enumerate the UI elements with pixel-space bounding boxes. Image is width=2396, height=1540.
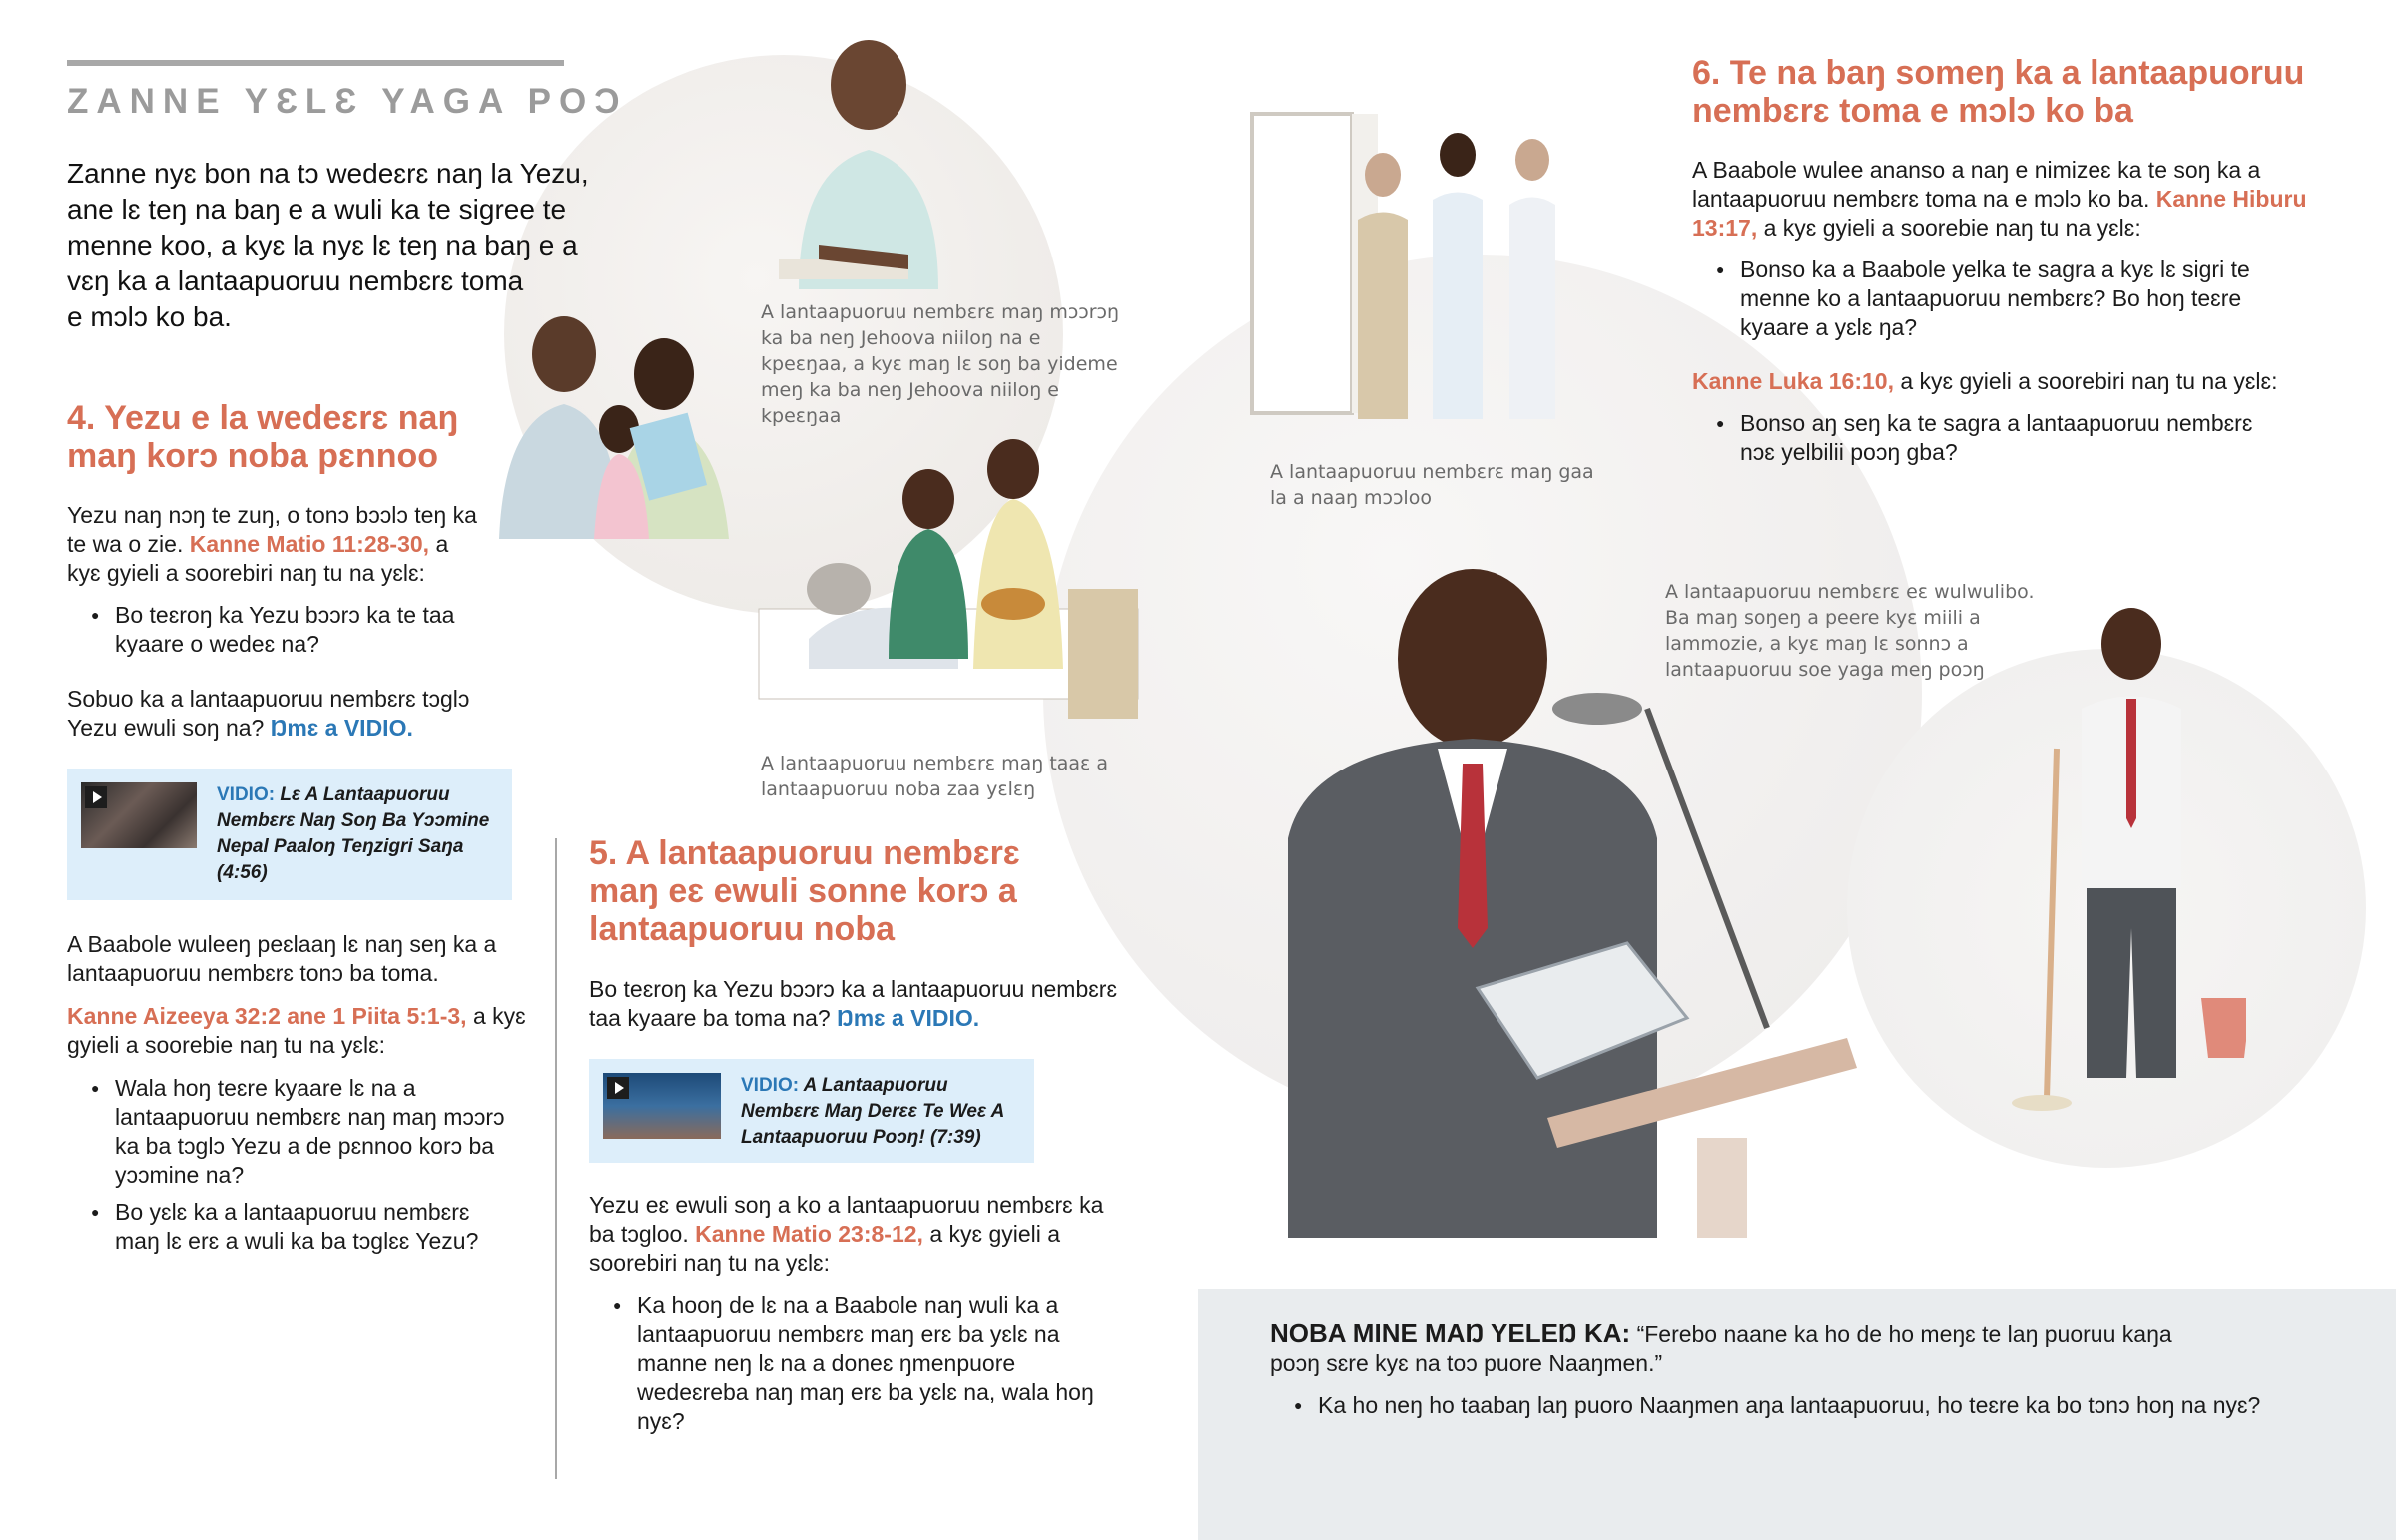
section-4-paragraph-4 [67,1002,536,1060]
video-duration: (4:56) [217,862,268,883]
video-card-2[interactable] [589,1059,1034,1163]
play-icon[interactable] [85,786,107,808]
video-card-1[interactable] [67,769,512,900]
list-item: ● Ka hooŋ de lɛ na a Baabole naŋ wuli ka a lantaapuoruu nembɛrɛ maŋ erɛ ba yɛlɛ na manne neŋ lɛ na a doneɛ ŋmenpuore wedeɛreba naŋ maŋ erɛ ba yɛlɛ na, wala hoŋ nyɛ? [589,1291,1118,1436]
footer-quote-text: “Ferebo naane ka ho de ho meŋɛ te laŋ puoruu kaŋa poɔŋ sɛre kyɛ na toɔ puore Naaŋmen.” [1270,1321,2172,1376]
video-duration: (7:39) [930,1127,981,1148]
video-label: VIDIO: [741,1075,800,1096]
scripture-reference[interactable]: Kanne Matio 23:8-12, [695,1221,923,1247]
paragraph-text: a kyɛ gyieli a soorebiri naŋ tu na yɛlɛ: [67,531,449,586]
section-4-heading [67,399,526,475]
section-4-paragraph-1 [67,501,486,588]
intro-line: ane lɛ teŋ na baŋ e a wuli ka te sigree te [67,194,567,225]
caption-1: A lantaapuoruu nembɛrɛ maŋ mɔɔrɔŋ ka ba neŋ Jehoova niiloŋ na e kpeɛŋaa, a kyɛ maŋ lɛ soŋ ba yideme meŋ ka ba neŋ Jehoova niiloŋ e kpeɛŋaa [761,301,1119,427]
footer-bullets [1270,1391,2368,1428]
section-6-heading [1692,54,2371,130]
section-4-bullets-1 [67,601,486,667]
paragraph-text: A Baabole wulee ananso a naŋ e nimizeɛ ka te soŋ ka a lantaapuoruu nembɛrɛ toma na e mɔlɔ ko ba. [1692,157,2261,212]
paragraph-text: a kyɛ gyieli a soorebiri naŋ tu na yɛlɛ: [1900,368,2278,394]
scripture-reference[interactable]: Kanne Luka 16:10, [1692,368,1894,394]
intro-line: Zanne nyɛ bon na tɔ wedeɛrɛ naŋ la Yezu, [67,158,589,189]
intro-line: e mɔlɔ ko ba. [67,301,232,332]
video-link[interactable]: Ŋmɛ a VIDIO. [270,715,413,741]
column-divider [555,838,557,1479]
video-description [217,782,498,886]
page-title: ZANNE YƐLƐ YAGA POƆ [67,82,628,121]
header-rule [67,60,564,66]
section-6-heading-line: nembɛrɛ toma e mɔlɔ ko ba [1692,92,2133,130]
intro-paragraph [67,156,606,335]
video-thumbnail[interactable] [81,782,197,848]
list-item: ● Bo yɛlɛ ka a lantaapuoruu nembɛrɛ maŋ lɛ erɛ a wuli ka ba tɔglɛɛ Yezu? [67,1198,516,1256]
paragraph-text: a kyɛ gyieli a soorebiri naŋ tu na yɛlɛ: [589,1221,1061,1276]
video-link[interactable]: Ŋmɛ a VIDIO. [837,1005,980,1031]
video-description [741,1073,1020,1151]
list-item: ● Bo teɛroŋ ka Yezu bɔɔrɔ ka te taa kyaare o wedeɛ na? [67,601,486,659]
footer-quote [1270,1319,2208,1378]
footer-label: NOBA MINE MAŊ YELEŊ KA: [1270,1318,1631,1348]
section-5-heading-line: 5. A lantaapuoruu nembɛrɛ [589,834,1020,872]
intro-line: menne koo, a kyɛ la nyɛ lɛ teŋ na baŋ e a [67,230,578,260]
caption-4: A lantaapuoruu nembɛrɛ eɛ wulwulibo. Ba maŋ soŋeŋ a peere kyɛ miili a lammozie, a kyɛ maŋ lɛ sonnɔ a lantaapuoruu soe yaga meŋ poɔŋ [1665,581,2035,681]
caption-3: A lantaapuoruu nembɛrɛ maŋ gaa la a naaŋ mɔɔloo [1270,461,1594,509]
section-6-bullets-2 [1692,409,2291,475]
section-4-paragraph-2 [67,685,486,743]
scripture-reference[interactable]: Kanne Aizeeya 32:2 ane 1 Piita 5:1-3, [67,1003,467,1029]
section-6-heading-line: 6. Te na baŋ someŋ ka a lantaapuoruu [1692,54,2305,92]
scripture-reference[interactable]: Kanne Matio 11:28-30, [189,531,430,557]
paragraph-text: Bo teɛroŋ ka Yezu bɔɔrɔ ka a lantaapuoruu nembɛrɛ taa kyaare ba toma na? [589,976,1118,1031]
scripture-reference[interactable]: Kanne Hiburu 13:17, [1692,186,2307,241]
video-title: A Lantaapuoruu Nembɛrɛ Maŋ Derɛɛ Te Weɛ A Lantaapuoruu Poɔŋ! [741,1075,1004,1148]
illustration-man-reading [759,30,978,299]
section-5-heading-line: maŋ eɛ ewuli sonne korɔ a [589,872,1017,910]
list-item: ● Ka ho neŋ ho taabaŋ laŋ puoro Naaŋmen aŋa lantaapuoruu, ho teɛre ka bo tɔnɔ hoŋ na nyɛ? [1270,1391,2368,1420]
section-4-paragraph-3: A Baabole wuleeŋ peɛlaaŋ lɛ naŋ seŋ ka a lantaapuoruu nembɛrɛ tonɔ ba toma. [67,931,497,986]
illustration-hospital-visit [739,439,1188,739]
section-5-paragraph-1 [589,975,1128,1033]
paragraph-text: a kyɛ gyieli a soorebie naŋ tu na yɛlɛ: [67,1003,526,1058]
intro-line: vɛŋ ka a lantaapuoruu nembɛrɛ toma [67,265,524,296]
section-5-heading [589,834,1068,948]
section-4-heading-line: maŋ korɔ noba pɛnnoo [67,437,439,475]
video-label: VIDIO: [217,784,276,805]
illustration-family [469,309,769,539]
section-6-paragraph-1 [1692,156,2331,243]
section-5-bullets [589,1291,1118,1444]
paragraph-text: Yezu eɛ ewuli soŋ a ko a lantaapuoruu nembɛrɛ ka ba tɔgloo. [589,1192,1104,1247]
video-title: Lɛ A Lantaapuoruu Nembɛrɛ Naŋ Soŋ Ba Yɔɔmine Nepal Paaloŋ Teŋzigri Saŋa [217,784,490,857]
paragraph-text: a kyɛ gyieli a soorebie naŋ tu na yɛlɛ: [1763,215,2141,241]
illustration-man-mopping [1987,599,2246,1118]
section-5-paragraph-2 [589,1191,1108,1278]
section-6-bullets-1 [1692,256,2291,350]
section-4-bullets-2 [67,1074,516,1264]
list-item: ● Bonso aŋ seŋ ka te sagra a lantaapuoruu nembɛrɛ nɔɛ yelbilii poɔŋ gba? [1692,409,2291,467]
paragraph-text: Yezu naŋ nɔŋ te zuŋ, o tonɔ bɔɔlɔ teŋ ka te wa o zie. [67,502,477,557]
illustration-door-visit [1248,110,1587,439]
caption-2: A lantaapuoruu nembɛrɛ maŋ taaɛ a lantaapuoruu noba zaa yɛlɛŋ [761,753,1109,800]
section-5-heading-line: lantaapuoruu noba [589,910,895,948]
list-item: ● Bonso ka a Baabole yelka te sagra a kyɛ lɛ sigri te menne ko a lantaapuoruu nembɛrɛ? Bo hoŋ teɛre kyaare a yɛlɛ ŋa? [1692,256,2291,342]
video-thumbnail[interactable] [603,1073,721,1139]
section-6-paragraph-2 [1692,367,2331,396]
illustration-speaker [1248,549,1947,1238]
play-icon[interactable] [607,1077,629,1099]
section-4-heading-line: 4. Yezu e la wedeɛrɛ naŋ [67,399,459,437]
list-item: ● Wala hoŋ teɛre kyaare lɛ na a lantaapuoruu nembɛrɛ naŋ maŋ mɔɔrɔ ka ba tɔglɔ Yezu a de pɛnnoo korɔ ba yɔɔmine na? [67,1074,516,1190]
paragraph-text: Sobuo ka a lantaapuoruu nembɛrɛ tɔglɔ Yezu ewuli soŋ na? [67,686,470,741]
